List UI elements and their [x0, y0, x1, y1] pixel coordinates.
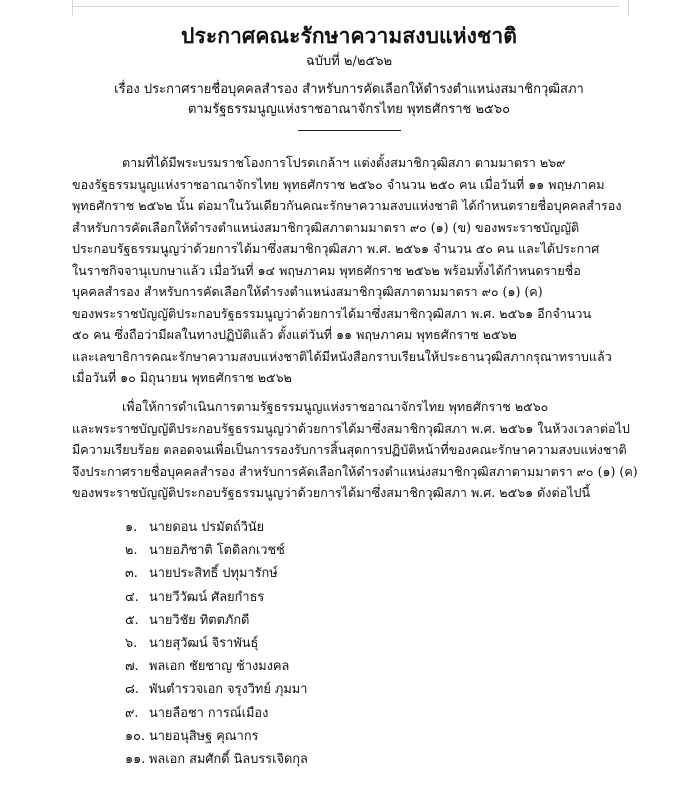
list-item-name: นายดอน ปรมัตถ์วินัย: [149, 520, 265, 535]
paragraph-line: ในราชกิจจานุเบกษาแล้ว เมื่อวันที่ ๑๔ พฤษภาคม พุทธศักราช ๒๕๖๒ พร้อมทั้งได้กำหนดรายชื่อ: [72, 262, 581, 278]
list-item-name: นายสุวัฒน์ จิราพันธุ์: [149, 636, 259, 652]
paragraph-line: เพื่อให้การดำเนินการตามรัฐธรรมนูญแห่งราชอาณาจักรไทย พุทธศักราช ๒๕๖๐: [122, 399, 549, 414]
paragraph-line: และพระราชบัญญัติประกอบรัฐธรรมนูญว่าด้วยการได้มาซึ่งสมาชิกวุฒิสภา พ.ศ. ๒๕๖๑ ในห้วงเวลาต่อไป: [72, 420, 630, 436]
paragraph-line: บุคคลสำรอง สำหรับการคัดเลือกให้ดำรงตำแหน่งสมาชิกวุฒิสภาตามมาตรา ๙๐ (๑) (ค): [72, 284, 543, 299]
paragraph-line: ของพระราชบัญญัติประกอบรัฐธรรมนูญว่าด้วยการได้มาซึ่งสมาชิกวุฒิสภา พ.ศ. ๒๕๖๑ ดังต่อไปนี้: [72, 485, 591, 500]
list-item-name: พลเอก สมศักดิ์ นิลบรรเจิดกุล: [149, 752, 308, 768]
paragraph-line: ๕๐ คน ซึ่งถือว่ามีผลในทางปฏิบัติแล้ว ตั้งแต่วันที่ ๑๑ พฤษภาคม พุทธศักราช ๒๕๖๒: [72, 327, 517, 342]
paragraph-line: พุทธศักราช ๒๕๖๒ นั้น ต่อมาในวันเดียวกันคณะรักษาความสงบแห่งชาติ ได้กำหนดรายชื่อบุคคลสำรอง: [72, 198, 622, 213]
list-item-number: ๘.: [125, 682, 139, 698]
list-item: [125, 609, 308, 632]
list-item-name: นายลือชา การณ์เมือง: [149, 705, 269, 721]
list-item: [125, 516, 308, 539]
list-item-name: นายอนุสิษฐ คุณากร: [149, 728, 259, 744]
paragraph-line: มีความเรียบร้อย ตลอดจนเพื่อเป็นการรองรับการสิ้นสุดการปฏิบัติหน้าที่ของคณะรักษาความสงบแห่งชาติ: [72, 442, 627, 457]
list-item-number: ๔.: [125, 589, 139, 605]
paragraph-background: [72, 152, 628, 389]
paragraph-line: จึงประกาศรายชื่อบุคคลสำรอง สำหรับการคัดเลือกให้ดำรงตำแหน่งสมาชิกวุฒิสภาตามมาตรา ๙๐ (๑) (ค): [72, 463, 638, 479]
list-item: [125, 725, 308, 748]
list-item-number: ๒.: [125, 543, 138, 559]
paragraph-purpose: [72, 396, 638, 504]
list-item: [125, 655, 308, 678]
announcement-issue-number: ฉบับที่ ๒/๒๕๖๒: [305, 54, 393, 69]
list-item: [125, 702, 308, 725]
list-item-name: นายวิชัย ทิตตภักดี: [149, 612, 250, 628]
list-item-number: ๗.: [125, 659, 139, 675]
list-item: [125, 748, 308, 771]
list-item-name: นายประสิทธิ์ ปทุมารักษ์: [149, 566, 278, 582]
list-item-number: ๙.: [125, 705, 139, 721]
list-item: [125, 678, 308, 701]
list-item-name: พลเอก ชัยชาญ ช้างมงคล: [149, 659, 290, 675]
paragraph-line: ตามที่ได้มีพระบรมราชโองการโปรดเกล้าฯ แต่งตั้งสมาชิกวุฒิสภา ตามมาตรา ๒๖๙: [122, 155, 566, 170]
paragraph-line: ประกอบรัฐธรรมนูญว่าด้วยการได้มาซึ่งสมาชิกวุฒิสภา พ.ศ. ๒๕๖๑ จำนวน ๕๐ คน และได้ประกาศ: [72, 241, 600, 256]
list-item-number: ๑๐.: [125, 728, 146, 744]
list-item: [125, 539, 308, 562]
list-item: [125, 586, 308, 609]
paragraph-line: เมื่อวันที่ ๑๐ มิถุนายน พุทธศักราช ๒๕๖๒: [72, 370, 292, 385]
paragraph-line: ของรัฐธรรมนูญแห่งราชอาณาจักรไทย พุทธศักราช ๒๕๖๐ จำนวน ๒๕๐ คน เมื่อวันที่ ๑๑ พฤษภาคม: [72, 176, 605, 192]
list-item-number: ๓.: [125, 566, 138, 582]
page-corner-mark-right: [620, 0, 629, 16]
page-corner-mark-left: [72, 0, 81, 16]
announcement-subject: [0, 80, 698, 120]
subject-line: ตามรัฐธรรมนูญแห่งราชอาณาจักรไทย พุทธศักราช ๒๕๖๐: [187, 102, 511, 117]
list-item-name: พันตำรวจเอก จรุงวิทย์ ภุมมา: [149, 682, 308, 698]
list-item-number: ๕.: [125, 612, 139, 628]
list-item: [125, 562, 308, 585]
list-item-name: นายวีวัฒน์ ศัลยกำธร: [149, 589, 265, 605]
subject-line: เรื่อง ประกาศรายชื่อบุคคลสำรอง สำหรับการคัดเลือกให้ดำรงตำแหน่งสมาชิกวุฒิสภา: [114, 82, 584, 97]
list-item-name: นายอภิชาติ โตดิลกเวชช์: [149, 543, 285, 559]
list-item-number: ๑.: [125, 520, 138, 535]
paragraph-line: และเลขาธิการคณะรักษาความสงบแห่งชาติได้มีหนังสือกราบเรียนให้ประธานวุฒิสภากรุณาทราบแล้ว: [72, 348, 612, 364]
reserve-name-list: [125, 516, 308, 771]
title-divider: [298, 130, 401, 131]
list-item: [125, 632, 308, 655]
announcement-title: ประกาศคณะรักษาความสงบแห่งชาติ: [181, 23, 517, 48]
paragraph-line: ของพระราชบัญญัติประกอบรัฐธรรมนูญว่าด้วยการได้มาซึ่งสมาชิกวุฒิสภา พ.ศ. ๒๕๖๑ อีกจำนวน: [72, 305, 592, 321]
paragraph-line: สำหรับการคัดเลือกให้ดำรงตำแหน่งสมาชิกวุฒิสภาตามมาตรา ๙๐ (๑) (ข) ของพระราชบัญญัติ: [72, 219, 580, 235]
list-item-number: ๖.: [125, 636, 138, 652]
list-item-number: ๑๑.: [125, 752, 146, 768]
page-top-border: [72, 6, 620, 7]
